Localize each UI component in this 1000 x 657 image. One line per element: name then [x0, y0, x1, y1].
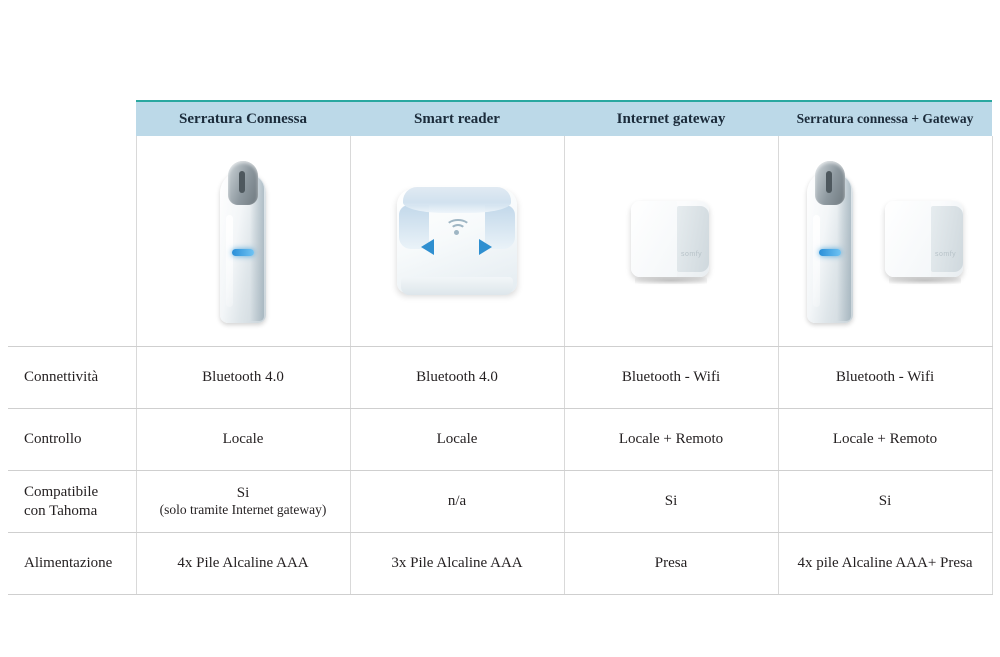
cell-controllo-gateway: Locale + Remoto	[564, 409, 778, 471]
cell-alimentazione-reader: 3x Pile Alcaline AAA	[350, 533, 564, 595]
brand-mark-combo: somfy	[935, 251, 957, 258]
product-image-cell-lock	[136, 136, 350, 347]
cell-tahoma-lock-value: Si	[236, 485, 250, 501]
cell-controllo-combo: Locale + Remoto	[778, 409, 992, 471]
header-cell-gateway	[564, 100, 778, 136]
table-row	[8, 471, 992, 533]
product-image-cell-gateway	[564, 136, 778, 347]
row-label-compatibile-tahoma	[8, 471, 136, 533]
cell-connettivita-reader: Bluetooth 4.0	[350, 347, 564, 409]
header-cell-lock	[136, 100, 350, 136]
column-header-combo: Serratura connessa + Gateway	[778, 100, 992, 136]
image-row-label-cell	[8, 136, 136, 347]
row-label-controllo: Controllo	[8, 409, 136, 471]
row-label-line2: con Tahoma	[24, 502, 98, 519]
header-corner-cell	[8, 100, 136, 136]
column-header-lock: Serratura Connessa	[136, 100, 350, 136]
cell-alimentazione-combo: 4x pile Alcaline AAA+ Presa	[778, 533, 992, 595]
brand-mark: somfy	[681, 251, 703, 258]
table-header-row	[8, 100, 992, 136]
smart-reader-icon	[391, 181, 523, 301]
connected-lock-icon	[212, 157, 274, 325]
product-comparison-table	[8, 100, 993, 595]
cell-tahoma-lock	[136, 471, 350, 533]
internet-gateway-icon-combo	[879, 193, 971, 289]
header-cell-reader	[350, 100, 564, 136]
connected-lock-icon-combo	[799, 157, 861, 325]
row-label-connettivita: Connettività	[8, 347, 136, 409]
table-row	[8, 347, 992, 409]
cell-connettivita-gateway: Bluetooth - Wifi	[564, 347, 778, 409]
cell-controllo-lock: Locale	[136, 409, 350, 471]
header-cell-combo	[778, 100, 992, 136]
table-image-row	[8, 136, 992, 347]
cell-tahoma-reader: n/a	[350, 471, 564, 533]
column-header-reader: Smart reader	[350, 100, 564, 136]
internet-gateway-icon	[625, 193, 717, 289]
column-header-gateway: Internet gateway	[564, 100, 778, 136]
cell-alimentazione-lock: 4x Pile Alcaline AAA	[136, 533, 350, 595]
row-label-alimentazione: Alimentazione	[8, 533, 136, 595]
cell-tahoma-lock-note: (solo tramite Internet gateway)	[159, 502, 327, 517]
cell-tahoma-gateway: Si	[564, 471, 778, 533]
table-row	[8, 409, 992, 471]
cell-tahoma-combo: Si	[778, 471, 992, 533]
cell-connettivita-combo: Bluetooth - Wifi	[778, 347, 992, 409]
row-label-line1: Compatibile	[24, 483, 99, 500]
product-image-cell-combo	[778, 136, 992, 347]
cell-connettivita-lock: Bluetooth 4.0	[136, 347, 350, 409]
cell-alimentazione-gateway: Presa	[564, 533, 778, 595]
cell-controllo-reader: Locale	[350, 409, 564, 471]
product-image-cell-reader	[350, 136, 564, 347]
table-row	[8, 533, 992, 595]
